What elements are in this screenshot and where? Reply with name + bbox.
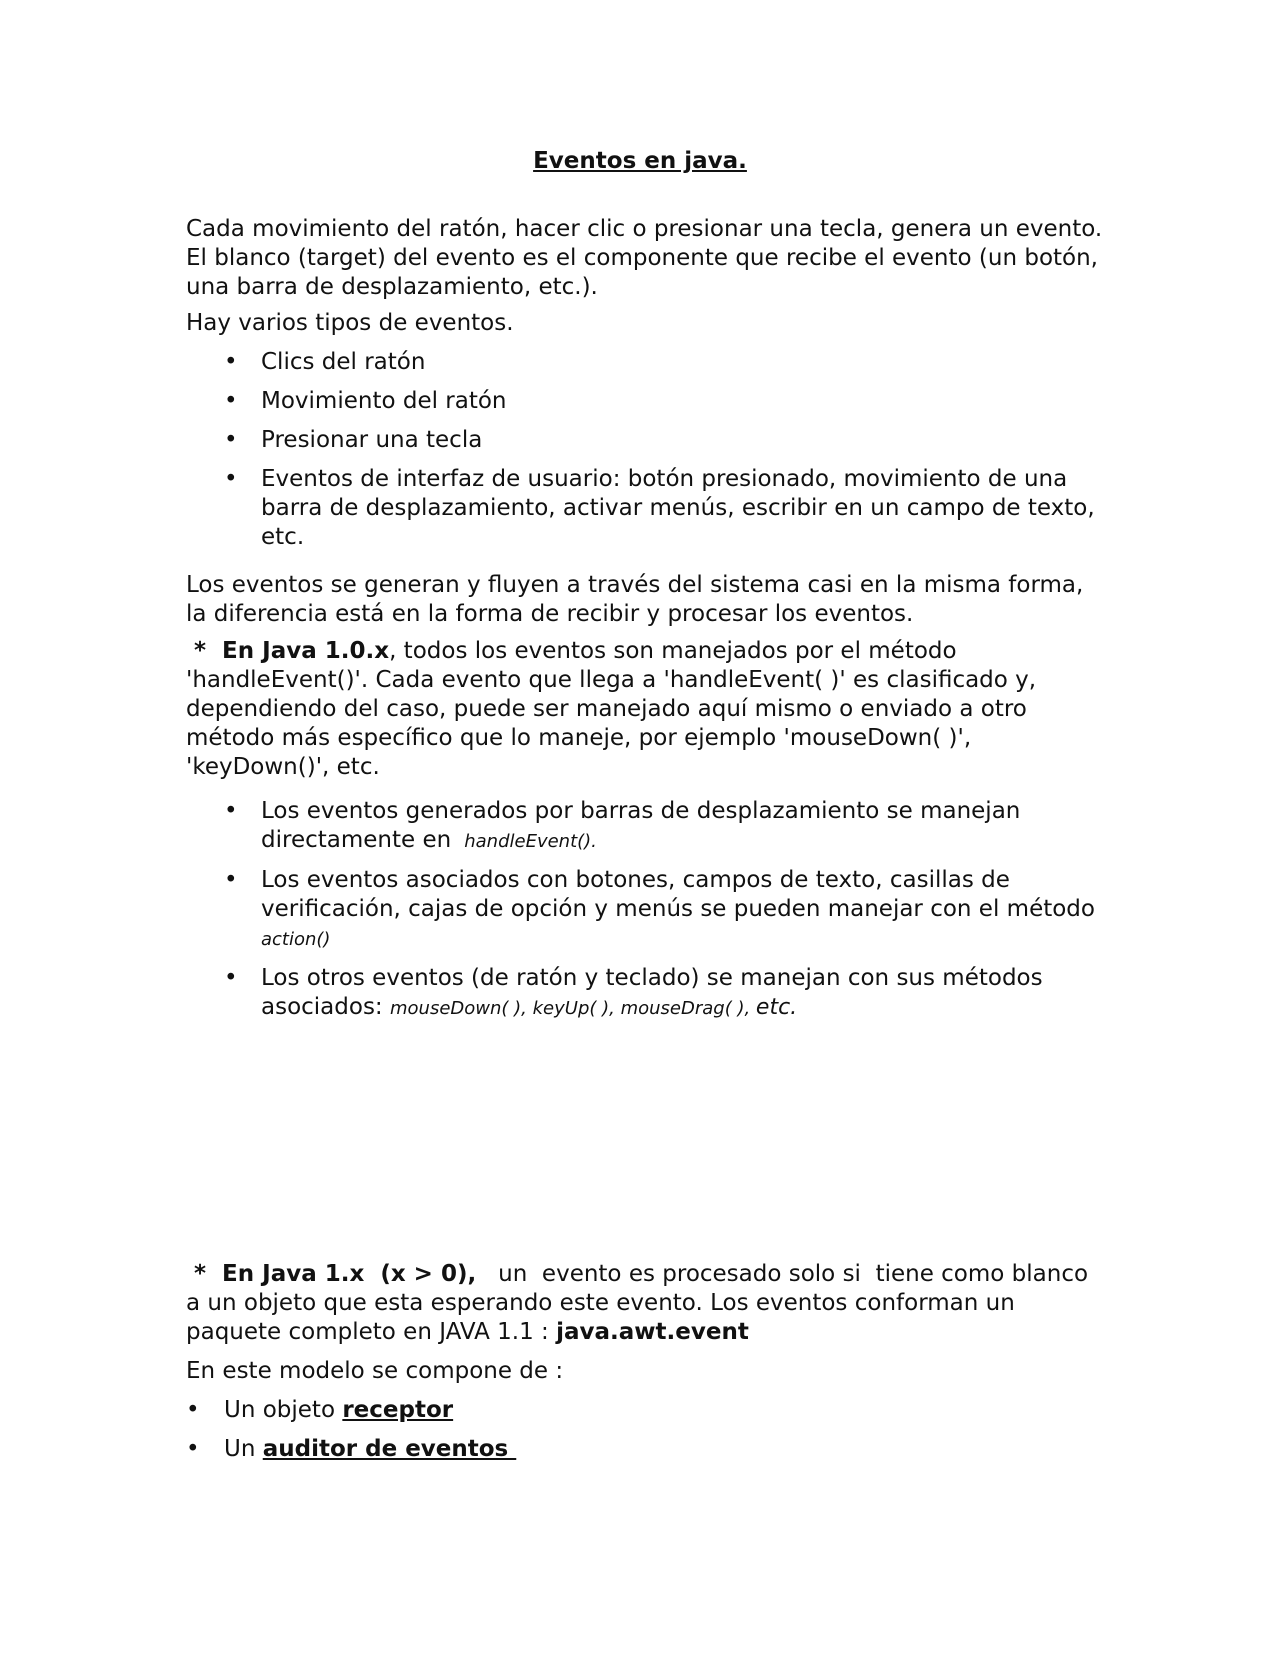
bullet-icon: • bbox=[224, 798, 238, 824]
java11-paragraph bbox=[186, 1260, 1106, 1347]
model-heading: En este modelo se compone de : bbox=[186, 1358, 564, 1384]
code-reference: action() bbox=[261, 929, 331, 950]
model-list bbox=[186, 1396, 1106, 1464]
list-item: • Presionar una tecla bbox=[224, 427, 483, 453]
java10-list bbox=[186, 797, 1106, 1023]
bullet-icon: • bbox=[186, 1436, 200, 1462]
code-reference: handleEvent(). bbox=[458, 831, 597, 852]
flow-paragraph: Los eventos se generan y fluyen a través del sistema casi en la misma forma, la diferencia está en la forma de recibir y procesar los eventos. bbox=[186, 572, 1084, 627]
term-auditor: auditor de eventos bbox=[262, 1436, 517, 1462]
code-reference: mouseDown( ), keyUp( ), mouseDrag( ), bbox=[390, 998, 756, 1019]
page-title: Eventos en java. bbox=[533, 148, 747, 174]
bullet-icon: • bbox=[224, 867, 238, 893]
java11-lead: * En Java 1.x (x > 0), bbox=[186, 1261, 477, 1287]
bullet-icon: • bbox=[186, 1397, 200, 1423]
java11-text: un evento es procesado solo si tiene como blanco a un objeto que esta esperando este evento. Los eventos conforman un paquete completo en JAVA 1.1 : bbox=[186, 1261, 1096, 1345]
list-item: • Un auditor de eventos bbox=[186, 1436, 517, 1462]
bullet-icon: • bbox=[224, 388, 238, 414]
bullet-icon: • bbox=[224, 349, 238, 375]
list-item: • Los otros eventos (de ratón y teclado) se manejan con sus métodos asociados: mouseDown( ), keyUp( ), mouseDrag( ), etc. bbox=[224, 965, 1043, 1020]
list-item: • Movimiento del ratón bbox=[224, 388, 507, 414]
list-item: • Los eventos asociados con botones, campos de texto, casillas de verificación, cajas de opción y menús se pueden manejar con el método action() bbox=[224, 867, 1095, 950]
list-item: • Eventos de interfaz de usuario: botón presionado, movimiento de una barra de desplazamiento, activar menús, escribir en un campo de texto, etc. bbox=[224, 466, 1095, 550]
bullet-icon: • bbox=[224, 965, 238, 991]
list-item: • Clics del ratón bbox=[224, 349, 426, 375]
java10-text: , todos los eventos son manejados por el método 'handleEvent()'. Cada evento que llega a 'handleEvent( )' es clasificado y, dependiendo del caso, puede ser manejado aquí mismo o enviado a otro método más específico que lo maneje, por ejemplo 'mouseDown( )', 'keyDown()', etc. bbox=[186, 638, 1037, 780]
intro-paragraph: Cada movimiento del ratón, hacer clic o presionar una tecla, genera un evento. El blanco (target) del evento es el componente que recibe el evento (un botón, una barra de desplazamiento, etc.). bbox=[186, 216, 1103, 300]
bullet-icon: • bbox=[224, 466, 238, 492]
code-reference-extra: etc. bbox=[755, 995, 798, 1020]
java10-lead: * En Java 1.0.x bbox=[186, 638, 390, 664]
list-item: • Un objeto receptor bbox=[186, 1397, 454, 1423]
java10-paragraph bbox=[186, 637, 1106, 782]
types-heading: Hay varios tipos de eventos. bbox=[186, 310, 514, 336]
event-types-list bbox=[186, 348, 1106, 552]
term-receptor: receptor bbox=[342, 1397, 454, 1423]
bullet-icon: • bbox=[224, 427, 238, 453]
list-item: • Los eventos generados por barras de desplazamiento se manejan directamente en handleEvent(). bbox=[224, 798, 1021, 853]
java11-package: java.awt.event bbox=[556, 1319, 749, 1345]
